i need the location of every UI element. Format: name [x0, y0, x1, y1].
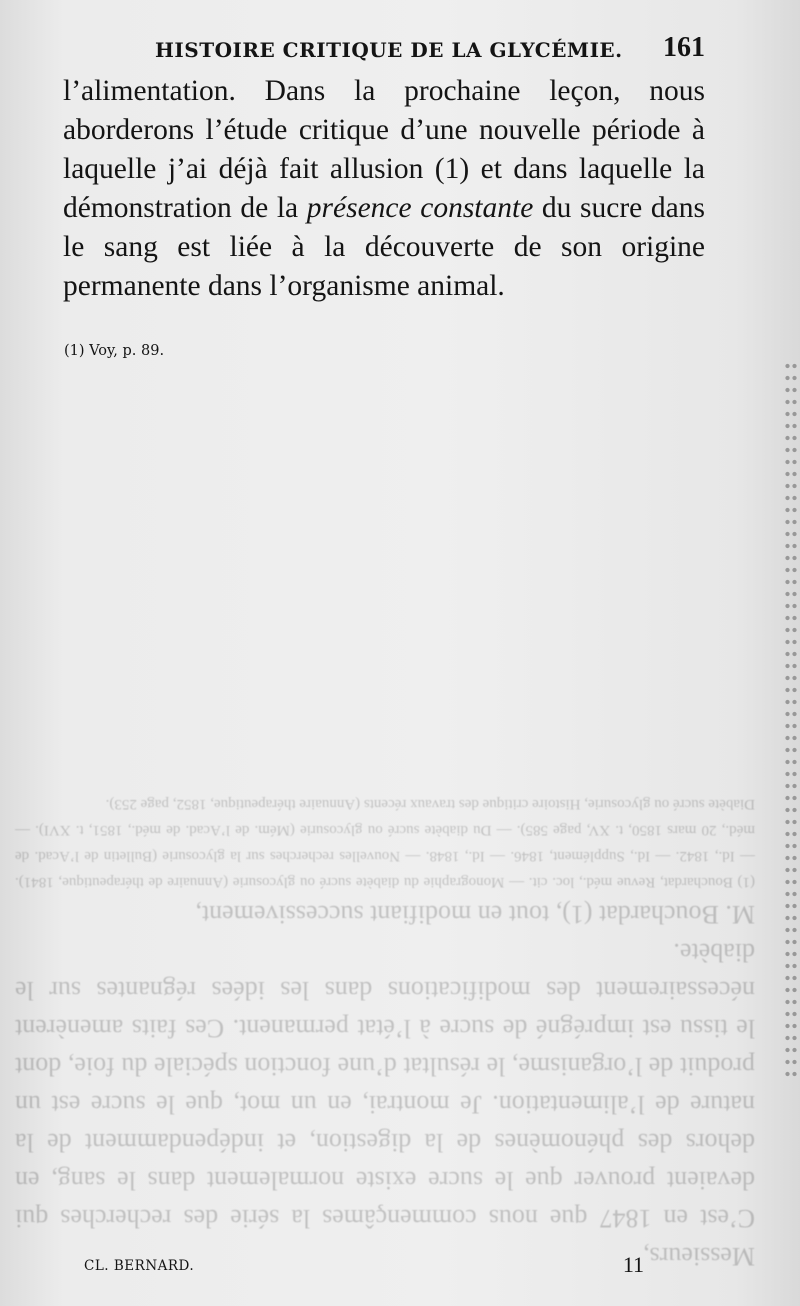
footnote: (1) Voy, p. 89.: [64, 343, 165, 359]
emphasis-text: présence constante: [306, 192, 534, 224]
running-head: HISTOIRE CRITIQUE DE LA GLYCÉMIE.: [155, 38, 623, 62]
binding-holes: [784, 360, 798, 1080]
footnote-reference: (1): [434, 153, 470, 185]
body-text-middle: et dans laquelle la démonstration de la: [63, 153, 705, 224]
page-number: 161: [663, 32, 705, 63]
bleed-through-text: Messieurs, C’est en 1847 que nous commençâmes la série des recherches qui devaient prouver que le sucre existe normalement dans le sang, en dehors des phénomènes de la digestion, et indépendamment de la nature de l’alimentation. Je montrai, en un mot, que le sucre est un produit de l’organisme, le résultat d’une fonction spéciale du foie, dont le tissu est imprégné de sucre à l’état permanent. Ces faits amenèrent nécessairement des modifications dans les idées régnantes sur le diabète. M. Bouchardat (1), tout en modifiant successivement, (1) Bouchardat, Revue méd., loc. cit. — Monographie du diabète sucré ou glycosurie (Annuaire de thérapeutique, 1841). — Id., 1842. — Id., Supplément, 1846. — Id., 1848. — Nouvelles recherches sur la glycosurie (Bulletin de l’Acad. de méd., 20 mars 1850, t. XV, page 585). — Du diabète sucré ou glycosurie (Mém. de l’Acad. de méd., 1851, t. XVI). — Diabète sucré ou glycosurie, Histoire critique des travaux récents (Annuaire thérapeutique, 1852, page 253).: [15, 796, 755, 1271]
body-text-after: du sucre dans le sang est liée à la découverte de son origine permanente dans l’organisme animal.: [63, 192, 705, 302]
page-footer: [84, 1252, 644, 1282]
gathering-signature-mark: 11: [622, 1252, 644, 1277]
author-signature: CL. BERNARD.: [84, 1258, 195, 1274]
body-paragraph: [63, 72, 705, 306]
body-text-before: l’alimentation. Dans la prochaine leçon, nous aborderons l’étude critique d’une nouvelle période à laquelle j’ai déjà fait allusion: [63, 75, 705, 185]
page-header: [60, 30, 705, 70]
